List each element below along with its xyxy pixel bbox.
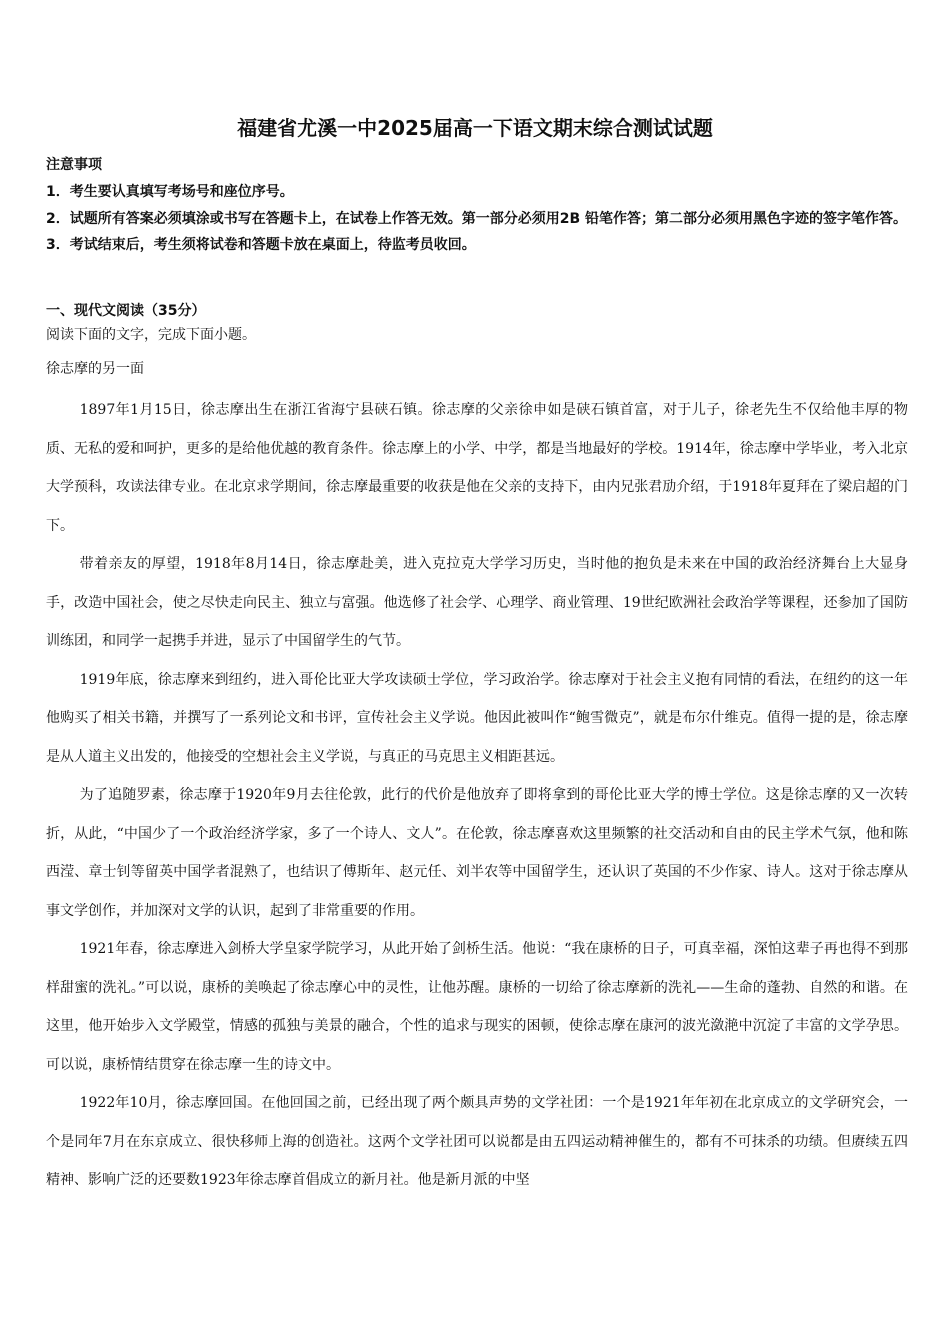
notes-block xyxy=(46,152,908,259)
article-paragraph: 1921年春，徐志摩进入剑桥大学皇家学院学习，从此开始了剑桥生活。他说：“我在康桥的日子，可真幸福，深怕这辈子再也得不到那样甜蜜的洗礼。”可以说，康桥的美唤起了徐志摩心中的灵性，让他苏醒。康桥的一切给了徐志摩新的洗礼——生命的蓬勃、自然的和谐。在这里，他开始步入文学殿堂，情感的孤独与美景的融合，个性的追求与现实的困顿，使徐志摩在康河的波光潋滟中沉淀了丰富的文学孕思。可以说，康桥情结贯穿在徐志摩一生的诗文中。 xyxy=(46,941,908,1073)
article-body xyxy=(46,391,908,1200)
article-title: 徐志摩的另一面 xyxy=(46,361,144,377)
notes-item: 3．考试结束后，考生须将试卷和答题卡放在桌面上，待监考员收回。 xyxy=(46,237,476,253)
article-paragraph: 1919年底，徐志摩来到纽约，进入哥伦比亚大学攻读硕士学位，学习政治学。徐志摩对于社会主义抱有同情的看法，在纽约的这一年他购买了相关书籍，并撰写了一系列论文和书评，宣传社会主义学说。他因此被叫作“鲍雪微克”，就是布尔什维克。值得一提的是，徐志摩是从人道主义出发的，他接受的空想社会主义学说，与真正的马克思主义相距甚远。 xyxy=(46,671,908,765)
notes-heading: 注意事项 xyxy=(46,157,102,173)
notes-item: 2．试题所有答案必须填涂或书写在答题卡上，在试卷上作答无效。第一部分必须用2B 铅笔作答；第二部分必须用黑色字迹的签字笔作答。 xyxy=(46,211,908,227)
section-heading: 一、现代文阅读（35分） xyxy=(46,303,206,319)
article-paragraph: 1922年10月，徐志摩回国。在他回国之前，已经出现了两个颇具声势的文学社团：一个是1921年年初在北京成立的文学研究会，一个是同年7月在东京成立、很快移师上海的创造社。这两个文学社团可以说都是由五四运动精神催生的，都有不可抹杀的功绩。但赓续五四精神、影响广泛的还要数1923年徐志摩首倡成立的新月社。他是新月派的中坚 xyxy=(46,1095,908,1188)
section-instruction: 阅读下面的文字，完成下面小题。 xyxy=(46,327,256,343)
article-paragraph: 带着亲友的厚望，1918年8月14日，徐志摩赴美，进入克拉克大学学习历史，当时他的抱负是未来在中国的政治经济舞台上大显身手，改造中国社会，使之尽快走向民主、独立与富强。他选修了社会学、心理学、商业管理、19世纪欧洲社会政治学等课程，还参加了国防训练团，和同学一起携手并进，显示了中国留学生的气节。 xyxy=(46,556,908,649)
article-paragraph: 1897年1月15日，徐志摩出生在浙江省海宁县硖石镇。徐志摩的父亲徐申如是硖石镇首富，对于儿子，徐老先生不仅给他丰厚的物质、无私的爱和呵护，更多的是给他优越的教育条件。徐志摩上的小学、中学，都是当地最好的学校。1914年，徐志摩中学毕业，考入北京大学预科，攻读法律专业。在北京求学期间，徐志摩最重要的收获是他在父亲的支持下，由内兄张君劢介绍，于1918年夏拜在了梁启超的门下。 xyxy=(46,402,908,534)
article-paragraph: 为了追随罗素，徐志摩于1920年9月去往伦敦，此行的代价是他放弃了即将拿到的哥伦比亚大学的博士学位。这是徐志摩的又一次转折，从此，“中国少了一个政治经济学家，多了一个诗人、文人”。在伦敦，徐志摩喜欢这里频繁的社交活动和自由的民主学术气氛，他和陈西滢、章士钊等留英中国学者混熟了，也结识了傅斯年、赵元任、刘半农等中国留学生，还认识了英国的不少作家、诗人。这对于徐志摩从事文学创作，并加深对文学的认识，起到了非常重要的作用。 xyxy=(46,787,908,919)
exam-title: 福建省尤溪一中2025届高一下语文期末综合测试试题 xyxy=(237,116,713,140)
notes-item: 1．考生要认真填写考场号和座位序号。 xyxy=(46,184,294,200)
